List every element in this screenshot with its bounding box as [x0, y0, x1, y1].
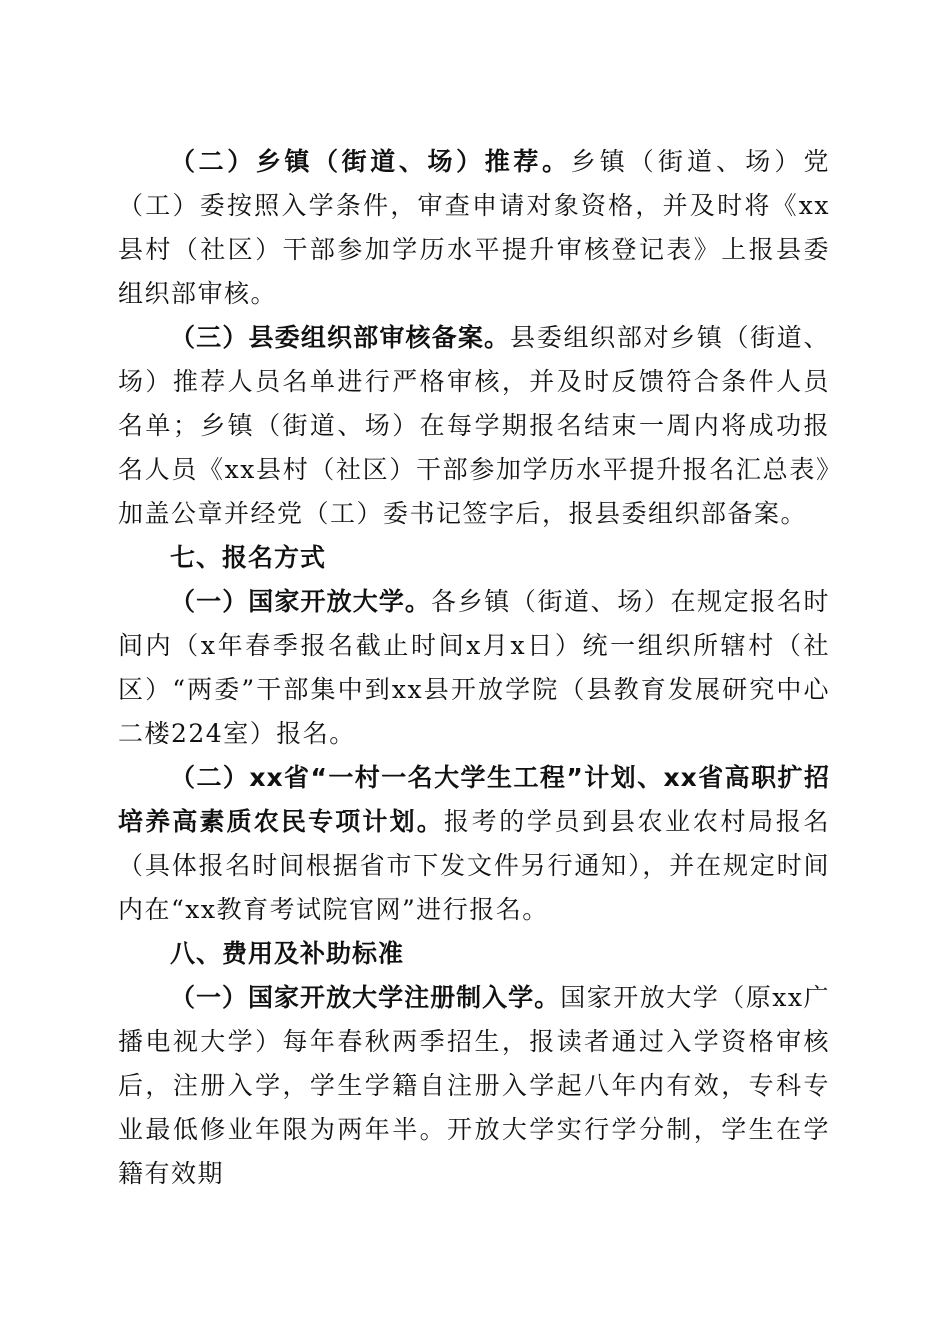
- paragraph-text: 乡镇（街道、场）党（工）委按照入学条件，审查申请对象资格，并及时将《xx县村（社区）干部参加学历水平提升审核登记表》上报县委组织部审核。: [118, 147, 830, 308]
- paragraph-lead: （一）国家开放大学注册制入学。: [170, 983, 561, 1012]
- paragraph-open-university-registration: [118, 976, 830, 1196]
- paragraph-township-recommendation: [118, 140, 830, 316]
- section-heading-registration-method: 七、报名方式: [170, 543, 327, 572]
- paragraph-open-university: [118, 580, 830, 756]
- paragraph-lead: （二）乡镇（街道、场）推荐。: [170, 147, 571, 176]
- paragraph-lead: （一）国家开放大学。: [170, 587, 432, 616]
- paragraph-text: 报考的学员到县农业农村局报名（具体报名时间根据省市下发文件另行通知），并在规定时间内在“xx教育考试院官网”进行报名。: [118, 807, 830, 924]
- paragraph-county-review: [118, 316, 830, 536]
- document-body: [118, 140, 830, 1196]
- paragraph-text: 各乡镇（街道、场）在规定报名时间内（x年春季报名截止时间x月x日）统一组织所辖村（社区）“两委”干部集中到xx县开放学院（县教育发展研究中心二楼224室）报名。: [118, 587, 830, 748]
- paragraph-text: 县委组织部对乡镇（街道、场）推荐人员名单进行严格审核，并及时反馈符合条件人员名单；乡镇（街道、场）在每学期报名结束一周内将成功报名人员《xx县村（社区）干部参加学历水平提升报名汇总表》加盖公章并经党（工）委书记签字后，报县委组织部备案。: [118, 323, 830, 528]
- paragraph-lead: （二）xx省“一村一名大学生工程”计划、xx省高职扩招培养高素质农民专项计划。: [118, 763, 830, 836]
- section-heading-fees-subsidies: 八、费用及补助标准: [170, 939, 405, 968]
- paragraph-lead: （三）县委组织部审核备案。: [170, 323, 511, 352]
- paragraph-text: 国家开放大学（原xx广播电视大学）每年春秋两季招生，报读者通过入学资格审核后，注册入学，学生学籍自注册入学起八年内有效，专科专业最低修业年限为两年半。开放大学实行学分制，学生在学籍有效期: [118, 983, 830, 1188]
- paragraph-provincial-programs: [118, 756, 830, 932]
